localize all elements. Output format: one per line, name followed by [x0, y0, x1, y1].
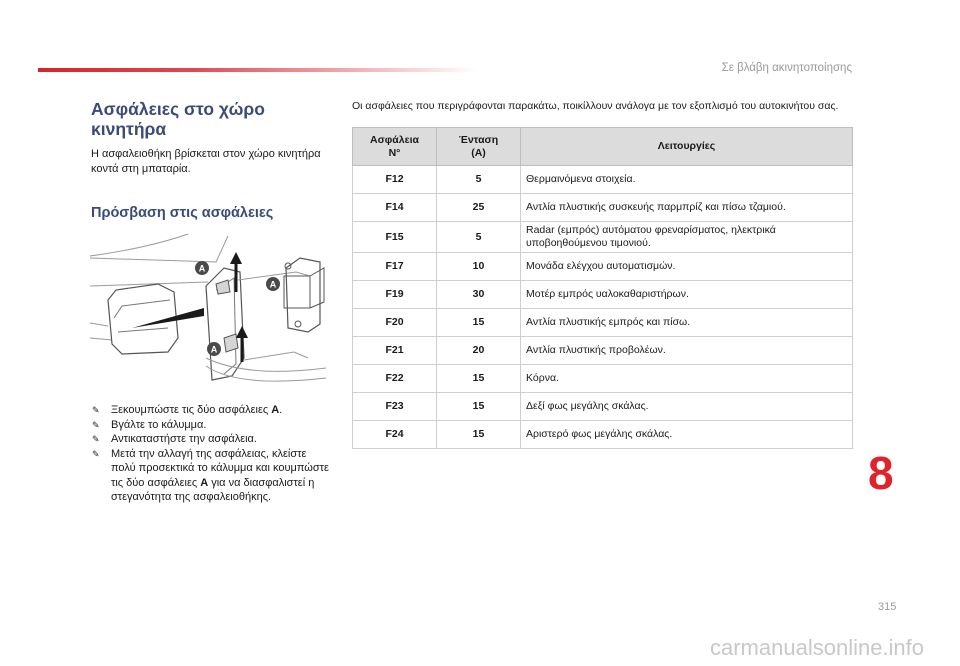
step-item: ✎ Αντικαταστήστε την ασφάλεια. — [92, 433, 257, 445]
table-row: F20 15 Αντλία πλυστικής εμπρός και πίσω. — [353, 309, 853, 337]
table-row: F12 5 Θερμαινόμενα στοιχεία. — [353, 166, 853, 194]
table-row: F21 20 Αντλία πλυστικής προβολέων. — [353, 337, 853, 365]
intro-text: Η ασφαλειοθήκη βρίσκεται στον χώρο κινητήρα κοντά στη μπαταρία. — [91, 148, 321, 175]
bullet-icon: ✎ — [92, 419, 100, 430]
table-row: F23 15 Δεξί φως μεγάλης σκάλας. — [353, 393, 853, 421]
chapter-number: 8 — [868, 447, 894, 499]
header-fuse: Ασφάλεια N° — [353, 128, 437, 166]
label-a-3: A — [210, 344, 218, 355]
table-row: F15 5 Radar (εμπρός) αυτόματου φρεναρίσματος, ηλεκτρικά υποβοηθούμενου τιμονιού. — [353, 222, 853, 253]
header-functions: Λειτουργίες — [521, 128, 853, 166]
bullet-icon: ✎ — [92, 434, 100, 444]
fuse-box-diagram — [88, 228, 328, 388]
watermark: carmanualsonline.info — [710, 635, 925, 660]
label-a-1: A — [198, 263, 206, 274]
fuse-table — [352, 127, 853, 449]
table-row: F19 30 Μοτέρ εμπρός υαλοκαθαριστήρων. — [353, 281, 853, 309]
chapter-accent-bar — [38, 68, 478, 72]
chapter-title: Σε βλάβη ακινητοποίησης — [721, 62, 852, 74]
steps-list — [91, 403, 331, 505]
step-item: ✎ Μετά την αλλαγή της ασφάλειας, κλείστε πολύ προσεκτικά το κάλυμμα και κουμπώστε τις δύο ασφάλειες A για να διασφαλιστεί η στεγανότητα της ασφαλειοθήκης. — [92, 447, 329, 503]
access-heading: Πρόσβαση στις ασφάλειες — [91, 205, 274, 221]
step-item: ✎ Ξεκουμπώστε τις δύο ασφάλειες A. — [92, 404, 283, 416]
step-item: ✎ Βγάλτε το κάλυμμα. — [92, 418, 207, 431]
table-header-row — [353, 128, 853, 166]
table-row: F17 10 Μονάδα ελέγχου αυτοματισμών. — [353, 253, 853, 281]
bullet-icon: ✎ — [92, 405, 100, 415]
table-row: F14 25 Αντλία πλυστικής συσκευής παρμπρίζ και πίσω τζαμιού. — [353, 194, 853, 222]
page-heading: Ασφάλειες στο χώρο κινητήρα — [91, 99, 265, 139]
header-amperage: Ένταση (A) — [437, 128, 521, 166]
table-row: F24 15 Αριστερό φως μεγάλης σκάλας. — [353, 421, 853, 449]
bullet-icon: ✎ — [92, 448, 100, 459]
label-a-2: A — [269, 279, 277, 290]
table-row: F22 15 Κόρνα. — [353, 365, 853, 393]
table-intro: Οι ασφάλειες που περιγράφονται παρακάτω, ποικίλλουν ανάλογα με τον εξοπλισμό του αυτοκινήτου σας. — [352, 100, 839, 112]
page-number: 315 — [878, 601, 897, 613]
